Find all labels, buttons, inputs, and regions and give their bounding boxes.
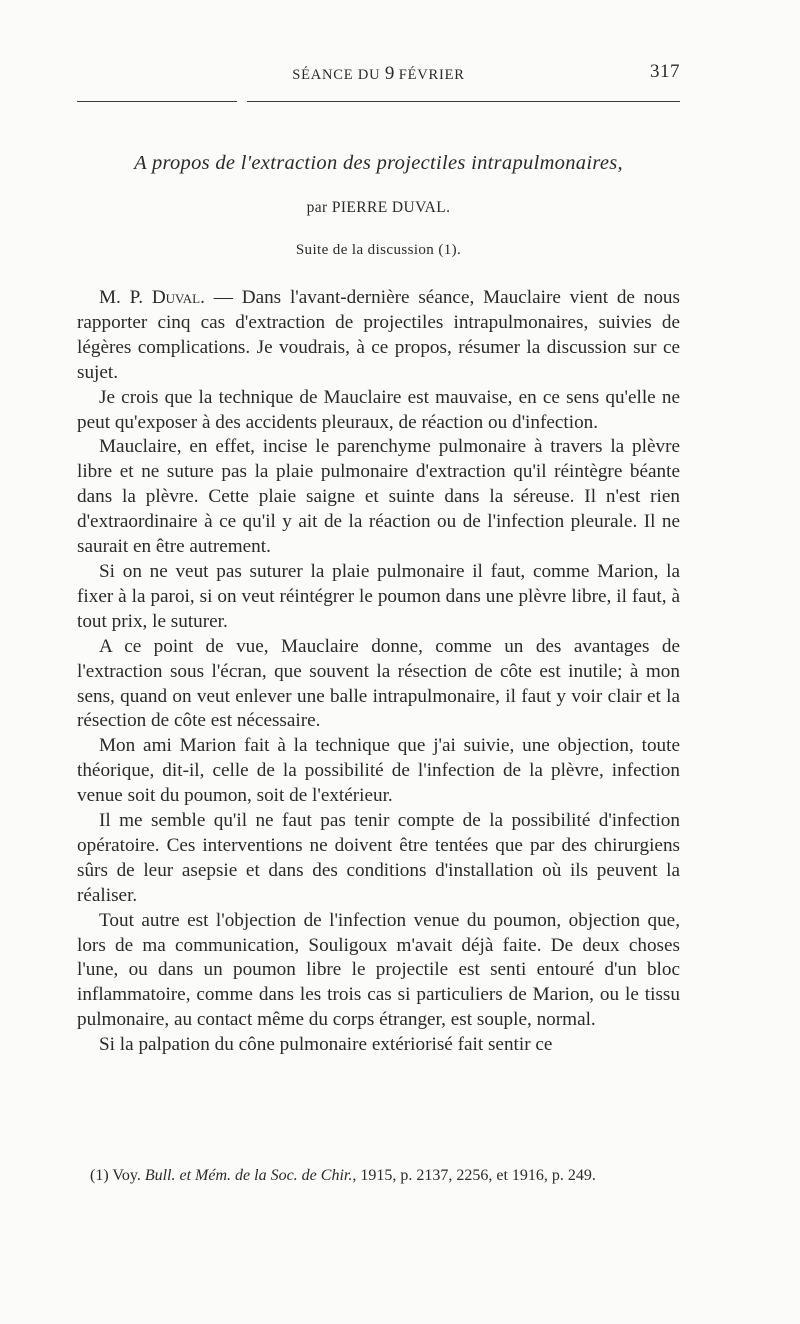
running-title <box>77 63 680 85</box>
article-byline: par PIERRE DUVAL. <box>306 199 451 216</box>
page-number: 317 <box>650 61 680 82</box>
paragraph-6: Mon ami Marion fait à la technique que j'ai suivie, une objection, toute théorique, dit-il, celle de la possibilité de l'infection de la plèvre, infection venue soit du poumon, soit de l'extérieur. <box>77 735 680 807</box>
footnote-source: Bull. et Mém. de la Soc. de Chir. <box>144 1167 353 1184</box>
running-title-date: 9 <box>384 63 395 84</box>
header-rule-right <box>247 101 680 102</box>
header-rule-left <box>77 101 237 102</box>
paragraph-9: Si la palpation du cône pulmonaire extériorisé fait sentir ce <box>99 1034 553 1056</box>
paragraph-3: Mauclaire, en effet, incise le parenchyme pulmonaire à travers la plèvre libre et ne suture pas la plaie pulmonaire d'extraction qu'il réintègre béante dans la plèvre. Cette plaie saigne et suinte dans la séreuse. Il n'est rien d'extraordinaire à ce qu'il y ait de la réaction ou de l'infection pleurale. Il ne saurait en être autrement. <box>77 436 680 558</box>
paragraph-4: Si on ne veut pas suturer la plaie pulmonaire il faut, comme Marion, la fixer à la paroi, si on veut réintégrer le poumon dans une plèvre libre, il faut, à tout prix, le suturer. <box>77 560 680 632</box>
article-title: A propos de l'extraction des projectiles intrapulmonaires, <box>134 152 623 174</box>
paragraph-2: Je crois que la technique de Mauclaire est mauvaise, en ce sens qu'elle ne peut qu'exposer à des accidents pleuraux, de réaction ou d'infection. <box>77 386 680 433</box>
paragraph-1-text: — Dans l'avant-dernière séance, Mauclaire vient de nous rapporter cinq cas d'extraction de projectiles intrapulmonaires, suivies de légères complications. Je voudrais, à ce propos, résumer la discussion sur ce sujet. <box>77 287 680 383</box>
article-subhead: Suite de la discussion (1). <box>295 242 462 258</box>
article-body <box>77 286 680 1058</box>
footnote <box>77 1165 680 1187</box>
paragraph-5: A ce point de vue, Mauclaire donne, comme un des avantages de l'extraction sous l'écran, que souvent la résection de côte est inutile; à mon sens, quand on veut enlever une balle intrapulmonaire, il faut y voir clair et la résection de côte est nécessaire. <box>77 635 680 732</box>
footnote-1 <box>77 1165 680 1187</box>
running-title-month: FÉVRIER <box>398 67 465 83</box>
running-head <box>77 63 680 89</box>
footnote-pre: (1) Voy. <box>90 1167 145 1184</box>
paragraph-1 <box>77 286 680 386</box>
paragraph-7: Il me semble qu'il ne faut pas tenir compte de la possibilité d'infection opératoire. Ces interventions ne doivent être tentées que par des chirurgiens sûrs de leur asepsie et dans des conditions d'installation où ils peuvent la réaliser. <box>77 810 680 906</box>
paragraph-8: Tout autre est l'objection de l'infection venue du poumon, objection que, lors de ma communication, Souligoux m'avait déjà faite. De deux choses l'une, ou dans un poumon libre le projectile est senti entouré d'un bloc inflammatoire, comme dans les trois cas si particuliers de Marion, ou le tissu pulmonaire, au contact même du corps étranger, est souple, normal. <box>77 909 680 1031</box>
footnote-post: , 1915, p. 2137, 2256, et 1916, p. 249. <box>352 1167 596 1184</box>
speaker-name: M. P. Duval. <box>99 287 205 308</box>
running-title-pre: SÉANCE DU <box>292 67 381 83</box>
